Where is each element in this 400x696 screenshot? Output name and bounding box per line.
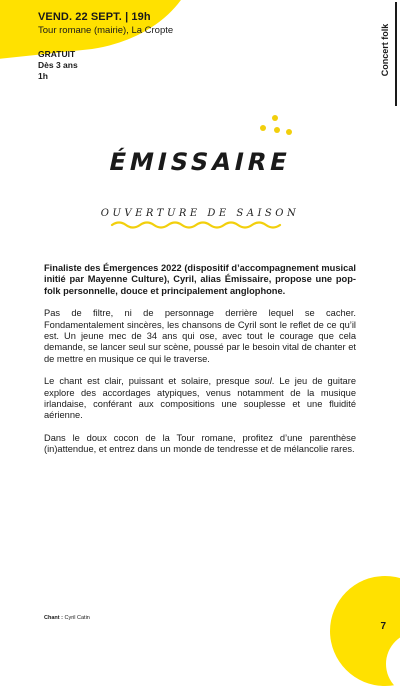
event-venue: Tour romane (mairie), La Cropte bbox=[38, 25, 174, 36]
body-text-part: . Le jeu de guitare explore des accordages atypiques, venus notamment de la musique irlandaise, conférant aux compositions une souplesse et une fluidité aérienne. bbox=[44, 376, 356, 421]
photo-credit bbox=[44, 615, 90, 621]
article-body bbox=[44, 263, 356, 467]
body-paragraph bbox=[44, 376, 356, 422]
body-paragraph: Pas de filtre, ni de personnage derrière lequel se cacher. Fondamentalement sincères, les chansons de Cyril sont le reflet de ce qu’il est. Un jeune mec de 34 ans qui ose, avec tout le courage que cela demande, se lancer seul sur scène, poussé par le besoin vital de chanter et de mettre en musique ce qui le traverse. bbox=[44, 308, 356, 364]
lead-paragraph: Finaliste des Émergences 2022 (dispositif d’accompagnement musical initié par Mayenne Culture), Cyril, alias Émissaire, propose une pop-folk personnelle, douce et principalement anglophone. bbox=[44, 263, 356, 296]
bottom-yellow-shape bbox=[330, 576, 400, 686]
category-label: Concert folk bbox=[380, 23, 390, 77]
credit-label: Chant : bbox=[44, 615, 63, 621]
category-tab bbox=[375, 2, 397, 106]
price-label: GRATUIT bbox=[38, 49, 76, 59]
body-text-part: Le chant est clair, puissant et solaire, presque bbox=[44, 376, 255, 387]
body-paragraph: Dans le doux cocon de la Tour romane, profitez d’une parenthèse (in)attendue, et entrez dans un monde de tendresse et de mélancolie rares. bbox=[44, 432, 356, 455]
credit-name: Cyril Catin bbox=[62, 615, 90, 621]
wavy-underline-icon bbox=[110, 220, 290, 230]
duration-label: 1h bbox=[38, 71, 48, 81]
age-label: Dès 3 ans bbox=[38, 60, 78, 70]
sparkle-dots-icon bbox=[254, 115, 294, 141]
emphasis-text: soul bbox=[254, 376, 272, 387]
page-title: ÉMISSAIRE bbox=[106, 148, 294, 176]
bottom-shape-cutout bbox=[386, 632, 400, 696]
event-meta bbox=[38, 49, 78, 82]
event-header bbox=[38, 11, 173, 36]
page-number: 7 bbox=[380, 621, 386, 632]
page-subtitle: OUVERTURE DE SAISON bbox=[100, 208, 300, 219]
event-date-time: VEND. 22 SEPT. | 19h bbox=[38, 11, 151, 23]
